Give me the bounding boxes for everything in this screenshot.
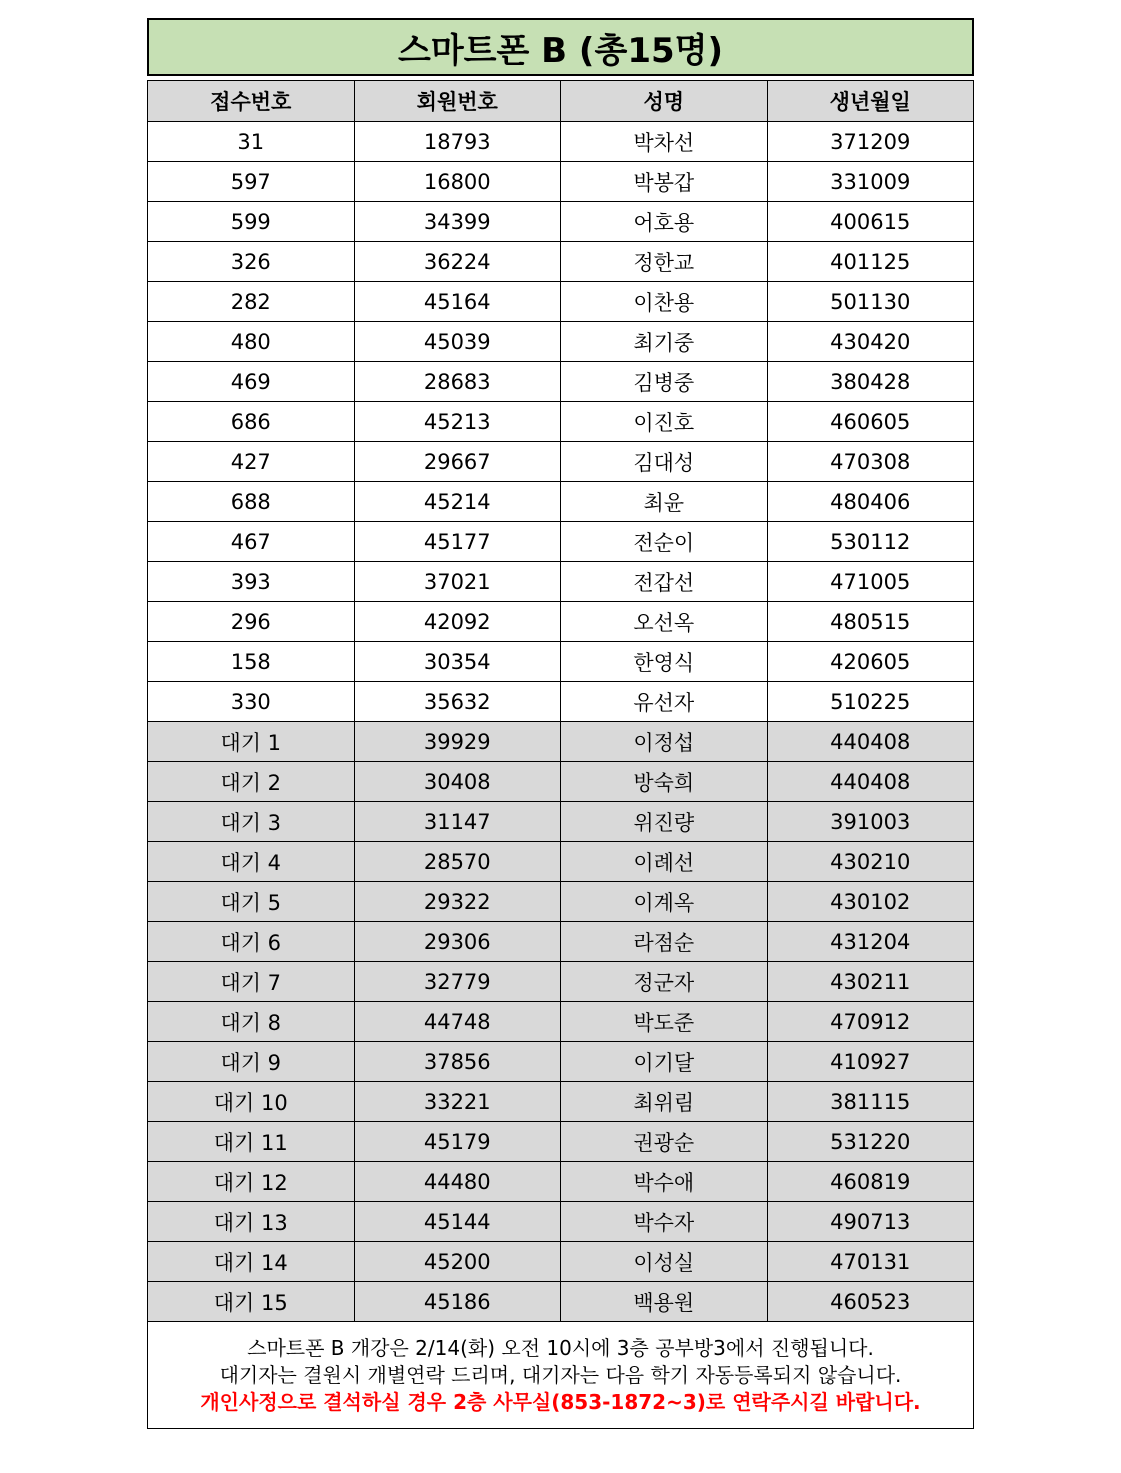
- waiting-list-row: [148, 842, 974, 882]
- member-number-cell: 16800: [354, 162, 561, 202]
- table-row: [148, 522, 974, 562]
- receipt-number-cell: 대기 2: [148, 762, 355, 802]
- name-cell: 유선자: [561, 682, 768, 722]
- name-cell: 박봉갑: [561, 162, 768, 202]
- name-cell: 이진호: [561, 402, 768, 442]
- member-number-cell: 44748: [354, 1002, 561, 1042]
- birth-date-cell: 401125: [767, 242, 974, 282]
- member-number-cell: 34399: [354, 202, 561, 242]
- waiting-list-row: [148, 762, 974, 802]
- birth-date-cell: 430210: [767, 842, 974, 882]
- member-number-cell: 37021: [354, 562, 561, 602]
- name-cell: 이례선: [561, 842, 768, 882]
- receipt-number-cell: 대기 11: [148, 1122, 355, 1162]
- notice-line-waitlist: 대기자는 결원시 개별연락 드리며, 대기자는 다음 학기 자동등록되지 않습니다.: [219, 1362, 902, 1387]
- name-cell: 최기중: [561, 322, 768, 362]
- notice-line-schedule: 스마트폰 B 개강은 2/14(화) 오전 10시에 3층 공부방3에서 진행됩니다.: [247, 1335, 874, 1360]
- member-number-cell: 39929: [354, 722, 561, 762]
- receipt-number-cell: 688: [148, 482, 355, 522]
- receipt-number-cell: 대기 14: [148, 1242, 355, 1282]
- member-number-cell: 45213: [354, 402, 561, 442]
- birth-date-cell: 430420: [767, 322, 974, 362]
- name-cell: 김대성: [561, 442, 768, 482]
- receipt-number-cell: 393: [148, 562, 355, 602]
- name-cell: 백용원: [561, 1282, 768, 1322]
- waiting-list-row: [148, 922, 974, 962]
- receipt-number-cell: 158: [148, 642, 355, 682]
- name-cell: 이계옥: [561, 882, 768, 922]
- table-row: [148, 122, 974, 162]
- name-cell: 박차선: [561, 122, 768, 162]
- receipt-number-cell: 326: [148, 242, 355, 282]
- name-cell: 박수자: [561, 1202, 768, 1242]
- receipt-number-cell: 467: [148, 522, 355, 562]
- birth-date-cell: 470308: [767, 442, 974, 482]
- notice-line-absence-warning: 개인사정으로 결석하실 경우 2층 사무실(853-1872~3)로 연락주시길 바랍니다.: [200, 1389, 921, 1414]
- waiting-list-row: [148, 1162, 974, 1202]
- waiting-list-row: [148, 1202, 974, 1242]
- member-number-cell: 33221: [354, 1082, 561, 1122]
- birth-date-cell: 400615: [767, 202, 974, 242]
- waiting-list-row: [148, 1042, 974, 1082]
- name-cell: 최윤: [561, 482, 768, 522]
- table-row: [148, 482, 974, 522]
- receipt-number-cell: 대기 1: [148, 722, 355, 762]
- member-number-cell: 45179: [354, 1122, 561, 1162]
- page-title: 스마트폰 B (총15명): [147, 18, 974, 76]
- waiting-list-row: [148, 962, 974, 1002]
- table-row: [148, 402, 974, 442]
- member-number-cell: 42092: [354, 602, 561, 642]
- receipt-number-cell: 597: [148, 162, 355, 202]
- name-cell: 어호용: [561, 202, 768, 242]
- member-number-cell: 45214: [354, 482, 561, 522]
- column-header-member-number: 회원번호: [354, 81, 561, 122]
- table-row: [148, 682, 974, 722]
- member-number-cell: 29322: [354, 882, 561, 922]
- member-number-cell: 29667: [354, 442, 561, 482]
- waiting-list-row: [148, 722, 974, 762]
- birth-date-cell: 501130: [767, 282, 974, 322]
- member-number-cell: 45200: [354, 1242, 561, 1282]
- waiting-list-row: [148, 1082, 974, 1122]
- member-number-cell: 37856: [354, 1042, 561, 1082]
- receipt-number-cell: 296: [148, 602, 355, 642]
- member-number-cell: 45144: [354, 1202, 561, 1242]
- member-number-cell: 36224: [354, 242, 561, 282]
- birth-date-cell: 430211: [767, 962, 974, 1002]
- table-header: [148, 81, 974, 122]
- table-row: [148, 322, 974, 362]
- name-cell: 최위림: [561, 1082, 768, 1122]
- birth-date-cell: 420605: [767, 642, 974, 682]
- waiting-list-row: [148, 1242, 974, 1282]
- birth-date-cell: 490713: [767, 1202, 974, 1242]
- member-number-cell: 18793: [354, 122, 561, 162]
- name-cell: 이성실: [561, 1242, 768, 1282]
- member-number-cell: 30354: [354, 642, 561, 682]
- name-cell: 이찬용: [561, 282, 768, 322]
- roster-sheet: [147, 18, 974, 1429]
- table-row: [148, 442, 974, 482]
- name-cell: 전순이: [561, 522, 768, 562]
- table-body: [148, 122, 974, 1322]
- birth-date-cell: 381115: [767, 1082, 974, 1122]
- member-number-cell: 28683: [354, 362, 561, 402]
- name-cell: 라점순: [561, 922, 768, 962]
- birth-date-cell: 410927: [767, 1042, 974, 1082]
- birth-date-cell: 380428: [767, 362, 974, 402]
- receipt-number-cell: 대기 5: [148, 882, 355, 922]
- birth-date-cell: 440408: [767, 722, 974, 762]
- member-number-cell: 32779: [354, 962, 561, 1002]
- birth-date-cell: 510225: [767, 682, 974, 722]
- table-row: [148, 282, 974, 322]
- receipt-number-cell: 599: [148, 202, 355, 242]
- birth-date-cell: 460523: [767, 1282, 974, 1322]
- member-number-cell: 31147: [354, 802, 561, 842]
- birth-date-cell: 471005: [767, 562, 974, 602]
- table-row: [148, 162, 974, 202]
- birth-date-cell: 480515: [767, 602, 974, 642]
- birth-date-cell: 460819: [767, 1162, 974, 1202]
- receipt-number-cell: 330: [148, 682, 355, 722]
- member-number-cell: 30408: [354, 762, 561, 802]
- birth-date-cell: 531220: [767, 1122, 974, 1162]
- birth-date-cell: 431204: [767, 922, 974, 962]
- table-row: [148, 242, 974, 282]
- table-row: [148, 642, 974, 682]
- name-cell: 김병중: [561, 362, 768, 402]
- member-number-cell: 45164: [354, 282, 561, 322]
- receipt-number-cell: 대기 7: [148, 962, 355, 1002]
- notice-box: [147, 1322, 974, 1429]
- waiting-list-row: [148, 1122, 974, 1162]
- name-cell: 박도준: [561, 1002, 768, 1042]
- table-row: [148, 602, 974, 642]
- waiting-list-row: [148, 1002, 974, 1042]
- birth-date-cell: 480406: [767, 482, 974, 522]
- birth-date-cell: 470912: [767, 1002, 974, 1042]
- table-row: [148, 202, 974, 242]
- name-cell: 위진량: [561, 802, 768, 842]
- waiting-list-row: [148, 802, 974, 842]
- receipt-number-cell: 대기 8: [148, 1002, 355, 1042]
- name-cell: 권광순: [561, 1122, 768, 1162]
- birth-date-cell: 460605: [767, 402, 974, 442]
- name-cell: 이기달: [561, 1042, 768, 1082]
- receipt-number-cell: 대기 9: [148, 1042, 355, 1082]
- name-cell: 방숙희: [561, 762, 768, 802]
- receipt-number-cell: 282: [148, 282, 355, 322]
- name-cell: 정군자: [561, 962, 768, 1002]
- receipt-number-cell: 686: [148, 402, 355, 442]
- column-header-receipt-number: 접수번호: [148, 81, 355, 122]
- receipt-number-cell: 대기 12: [148, 1162, 355, 1202]
- receipt-number-cell: 31: [148, 122, 355, 162]
- member-number-cell: 45186: [354, 1282, 561, 1322]
- table-row: [148, 362, 974, 402]
- receipt-number-cell: 대기 4: [148, 842, 355, 882]
- birth-date-cell: 331009: [767, 162, 974, 202]
- name-cell: 한영식: [561, 642, 768, 682]
- receipt-number-cell: 480: [148, 322, 355, 362]
- birth-date-cell: 371209: [767, 122, 974, 162]
- receipt-number-cell: 469: [148, 362, 355, 402]
- name-cell: 전갑선: [561, 562, 768, 602]
- receipt-number-cell: 대기 6: [148, 922, 355, 962]
- receipt-number-cell: 대기 10: [148, 1082, 355, 1122]
- roster-table: [147, 80, 974, 1322]
- receipt-number-cell: 대기 13: [148, 1202, 355, 1242]
- member-number-cell: 44480: [354, 1162, 561, 1202]
- birth-date-cell: 430102: [767, 882, 974, 922]
- name-cell: 정한교: [561, 242, 768, 282]
- member-number-cell: 45177: [354, 522, 561, 562]
- member-number-cell: 28570: [354, 842, 561, 882]
- column-header-name: 성명: [561, 81, 768, 122]
- member-number-cell: 35632: [354, 682, 561, 722]
- table-row: [148, 562, 974, 602]
- receipt-number-cell: 427: [148, 442, 355, 482]
- birth-date-cell: 530112: [767, 522, 974, 562]
- receipt-number-cell: 대기 15: [148, 1282, 355, 1322]
- birth-date-cell: 470131: [767, 1242, 974, 1282]
- member-number-cell: 45039: [354, 322, 561, 362]
- birth-date-cell: 391003: [767, 802, 974, 842]
- birth-date-cell: 440408: [767, 762, 974, 802]
- receipt-number-cell: 대기 3: [148, 802, 355, 842]
- column-header-birth-date: 생년월일: [767, 81, 974, 122]
- header-row: [148, 81, 974, 122]
- waiting-list-row: [148, 882, 974, 922]
- member-number-cell: 29306: [354, 922, 561, 962]
- name-cell: 오선옥: [561, 602, 768, 642]
- waiting-list-row: [148, 1282, 974, 1322]
- name-cell: 이정섭: [561, 722, 768, 762]
- name-cell: 박수애: [561, 1162, 768, 1202]
